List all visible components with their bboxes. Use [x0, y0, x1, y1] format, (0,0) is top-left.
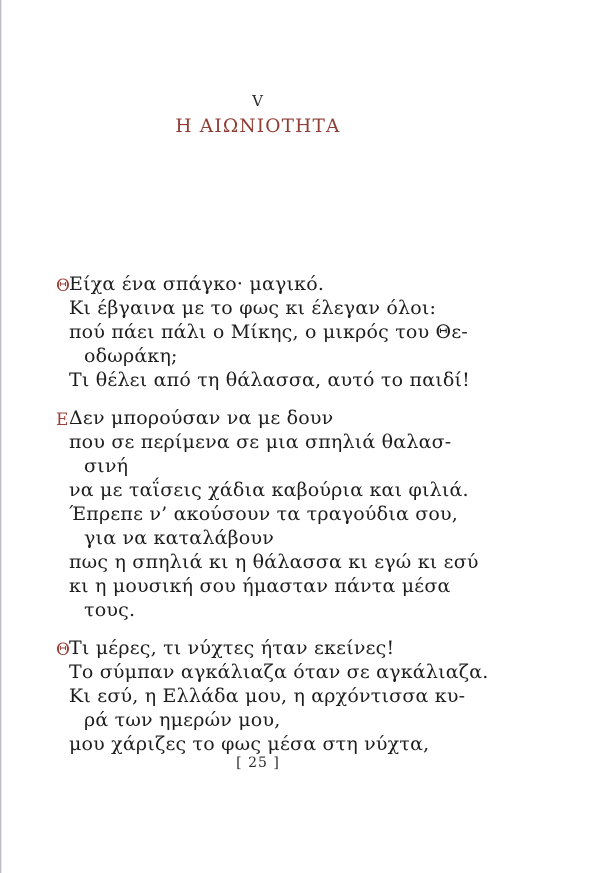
poem-line: για να καταλάβουν [84, 527, 274, 549]
poem-line: κι η μουσική σου ήμασταν πάντα μέσα [69, 575, 451, 597]
poem-line: πού πάει πάλι ο Μίκης, ο μικρός του Θε- [69, 321, 468, 343]
stanza [56, 272, 489, 392]
poem-line-text: Είχα ένα σπάγκο· μαγικό. [69, 273, 325, 295]
speaker-marker: Ε [56, 409, 69, 430]
page-header [0, 93, 516, 138]
poem-line: Το σύμπαν αγκάλιαζα όταν σε αγκάλιαζα. [69, 661, 489, 683]
poem-line-text: Τι μέρες, τι νύχτες ήταν εκείνες! [69, 637, 395, 659]
poem-line: οδωράκη; [84, 345, 178, 367]
poem-line: που σε περίμενα σε μια σπηλιά θαλασ- [69, 431, 452, 453]
poem-line: Τι θέλει από τη θάλασσα, αυτό το παιδί! [69, 369, 470, 391]
poem-line [56, 636, 489, 660]
poem-line [56, 406, 489, 430]
stanza [56, 406, 489, 622]
poem-line: μου χάριζες το φως μέσα στη νύχτα, [69, 733, 430, 755]
poem-title: Η ΑΙΩΝΙΟΤΗΤΑ [175, 116, 341, 137]
poem-line: Κι έβγαινα με το φως κι έλεγαν όλοι: [69, 297, 437, 319]
poem-line: τους. [84, 599, 136, 621]
poem-line: Έπρεπε ν’ ακούσουν τα τραγούδια σου, [69, 503, 459, 525]
poem-line-text: Δεν μπορούσαν να με δουν [69, 407, 334, 429]
section-number: V [252, 92, 264, 110]
stanza [56, 636, 489, 756]
speaker-marker: Θ [56, 275, 71, 296]
poem-body [56, 272, 489, 770]
poem-line: πως η σπηλιά κι η θάλασσα κι εγώ κι εσύ [69, 551, 479, 573]
poem-line: ρά των ημερών μου, [84, 709, 281, 731]
poem-line [56, 272, 489, 296]
poem-line: σινή [84, 455, 129, 477]
speaker-marker: Θ [56, 639, 71, 660]
poem-line: να με ταΐσεις χάδια καβούρια και φιλιά. [69, 479, 469, 501]
page-number: [ 25 ] [236, 755, 280, 771]
poem-line: Κι εσύ, η Ελλάδα μου, η αρχόντισσα κυ- [69, 685, 466, 707]
page-footer [0, 752, 516, 771]
